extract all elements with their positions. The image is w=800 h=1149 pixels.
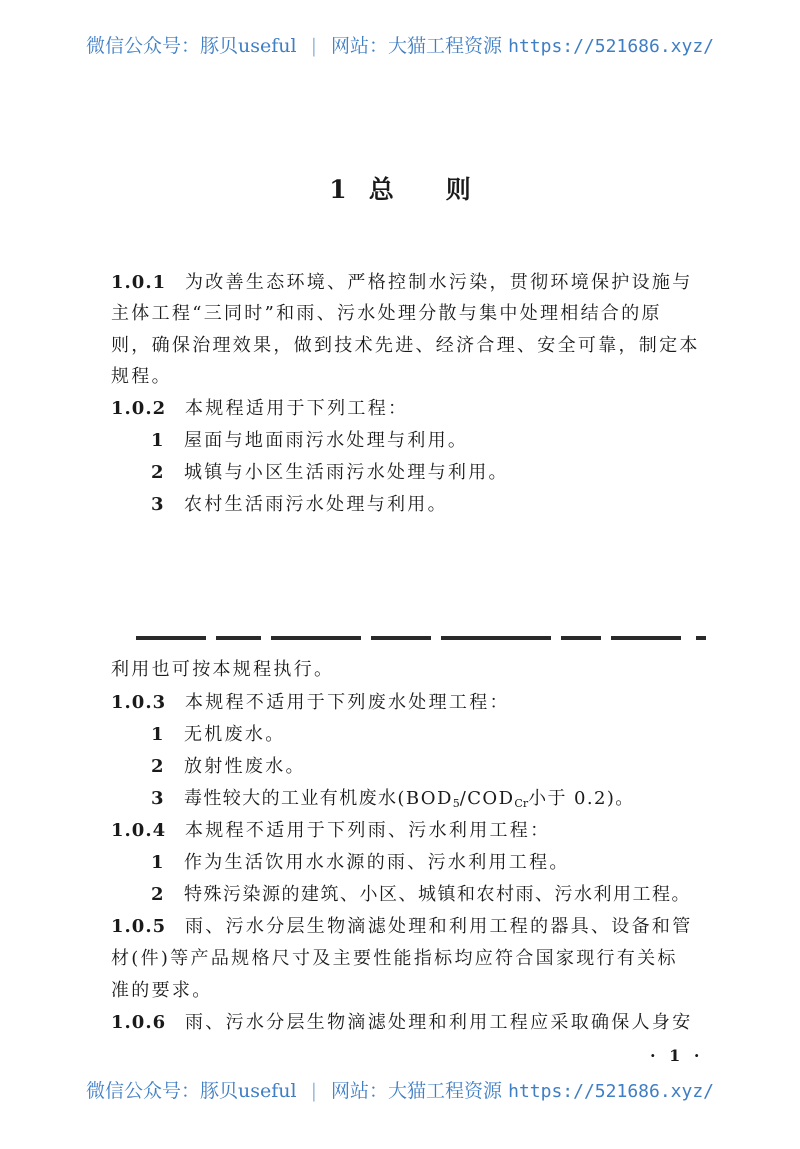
clause-1-0-1-line-2: 主体工程“三同时”和雨、污水处理分散与集中处理相结合的原 bbox=[111, 303, 662, 324]
item-number: 1 bbox=[151, 724, 166, 745]
list-item bbox=[111, 458, 717, 488]
clause-number: 1.0.3 bbox=[111, 692, 167, 713]
watermark-footer bbox=[0, 1076, 800, 1103]
clipped-text-line bbox=[136, 636, 706, 641]
clause-text: 本规程不适用于下列雨、污水利用工程： bbox=[185, 820, 551, 841]
list-item bbox=[111, 752, 717, 782]
clause-text: 雨、污水分层生物滴滤处理和利用工程的器具、设备和管 bbox=[185, 916, 693, 937]
chapter-title bbox=[0, 170, 800, 206]
clause-1-0-2-continuation: 利用也可按本规程执行。 bbox=[111, 659, 335, 680]
watermark-site: 网站：大猫工程资源 bbox=[331, 35, 503, 57]
item-text: 放射性废水。 bbox=[184, 756, 306, 777]
watermark-url[interactable]: https://521686.xyz/ bbox=[508, 1081, 715, 1102]
item-text: 小于 0.2)。 bbox=[528, 788, 635, 809]
watermark-wechat: 微信公众号：豚贝useful bbox=[85, 35, 297, 57]
clause-number: 1.0.6 bbox=[111, 1012, 167, 1033]
clause-1-0-2 bbox=[111, 394, 717, 424]
item-text: 屋面与地面雨污水处理与利用。 bbox=[184, 430, 469, 451]
clause-text: 为改善生态环境、严格控制水污染，贯彻环境保护设施与 bbox=[185, 272, 693, 293]
clause-1-0-1-line-4: 规程。 bbox=[111, 366, 172, 387]
item-number: 2 bbox=[151, 462, 166, 483]
clause-1-0-5-line-3: 准的要求。 bbox=[111, 980, 213, 1001]
clause-text: 雨、污水分层生物滴滤处理和利用工程应采取确保人身安 bbox=[185, 1012, 693, 1033]
watermark-url[interactable]: https://521686.xyz/ bbox=[508, 36, 715, 57]
item-number: 3 bbox=[151, 494, 166, 515]
clause-text: 本规程适用于下列工程： bbox=[185, 398, 409, 419]
item-number: 2 bbox=[151, 884, 166, 905]
clause-1-0-4 bbox=[111, 816, 717, 846]
item-text: 特殊污染源的建筑、小区、城镇和农村雨、污水利用工程。 bbox=[184, 884, 691, 905]
clause-1-0-6-line-1 bbox=[111, 1008, 717, 1038]
watermark-site: 网站：大猫工程资源 bbox=[331, 1080, 503, 1102]
clause-1-0-3 bbox=[111, 688, 717, 718]
list-item bbox=[111, 784, 717, 819]
clause-1-0-5-line-2: 材(件)等产品规格尺寸及主要性能指标均应符合国家现行有关标 bbox=[111, 948, 678, 969]
item-text: 农村生活雨污水处理与利用。 bbox=[184, 494, 448, 515]
item-text: 无机废水。 bbox=[184, 724, 286, 745]
chapter-number: 1 bbox=[329, 175, 347, 204]
page-number: · 1 · bbox=[650, 1046, 704, 1065]
clause-number: 1.0.1 bbox=[111, 272, 167, 293]
item-text: /COD bbox=[459, 788, 515, 809]
list-item bbox=[111, 490, 717, 520]
subscript: Cr bbox=[514, 797, 529, 810]
clause-number: 1.0.4 bbox=[111, 820, 167, 841]
watermark-separator: | bbox=[310, 35, 317, 57]
list-item bbox=[111, 848, 717, 878]
subscript: 5 bbox=[452, 797, 460, 810]
item-number: 3 bbox=[151, 788, 165, 809]
item-number: 2 bbox=[151, 756, 166, 777]
clause-number: 1.0.5 bbox=[111, 916, 167, 937]
clause-text: 本规程不适用于下列废水处理工程： bbox=[185, 692, 510, 713]
clause-1-0-5-line-1 bbox=[111, 912, 717, 942]
item-text: 城镇与小区生活雨污水处理与利用。 bbox=[184, 462, 509, 483]
watermark-wechat: 微信公众号：豚贝useful bbox=[85, 1080, 297, 1102]
item-text: 作为生活饮用水水源的雨、污水利用工程。 bbox=[184, 852, 570, 873]
clause-number: 1.0.2 bbox=[111, 398, 167, 419]
chapter-title-char-2: 则 bbox=[445, 175, 471, 204]
item-number: 1 bbox=[151, 852, 166, 873]
chapter-title-char-1: 总 bbox=[368, 175, 394, 204]
clause-1-0-1-line-1 bbox=[111, 268, 717, 298]
list-item bbox=[111, 426, 717, 456]
list-item bbox=[111, 880, 717, 910]
watermark-header bbox=[0, 31, 800, 58]
watermark-separator: | bbox=[310, 1080, 317, 1102]
item-number: 1 bbox=[151, 430, 166, 451]
list-item bbox=[111, 720, 717, 750]
item-text: 毒性较大的工业有机废水(BOD bbox=[184, 788, 453, 809]
clause-1-0-1-line-3: 则，确保治理效果，做到技术先进、经济合理、安全可靠，制定本 bbox=[111, 335, 700, 356]
